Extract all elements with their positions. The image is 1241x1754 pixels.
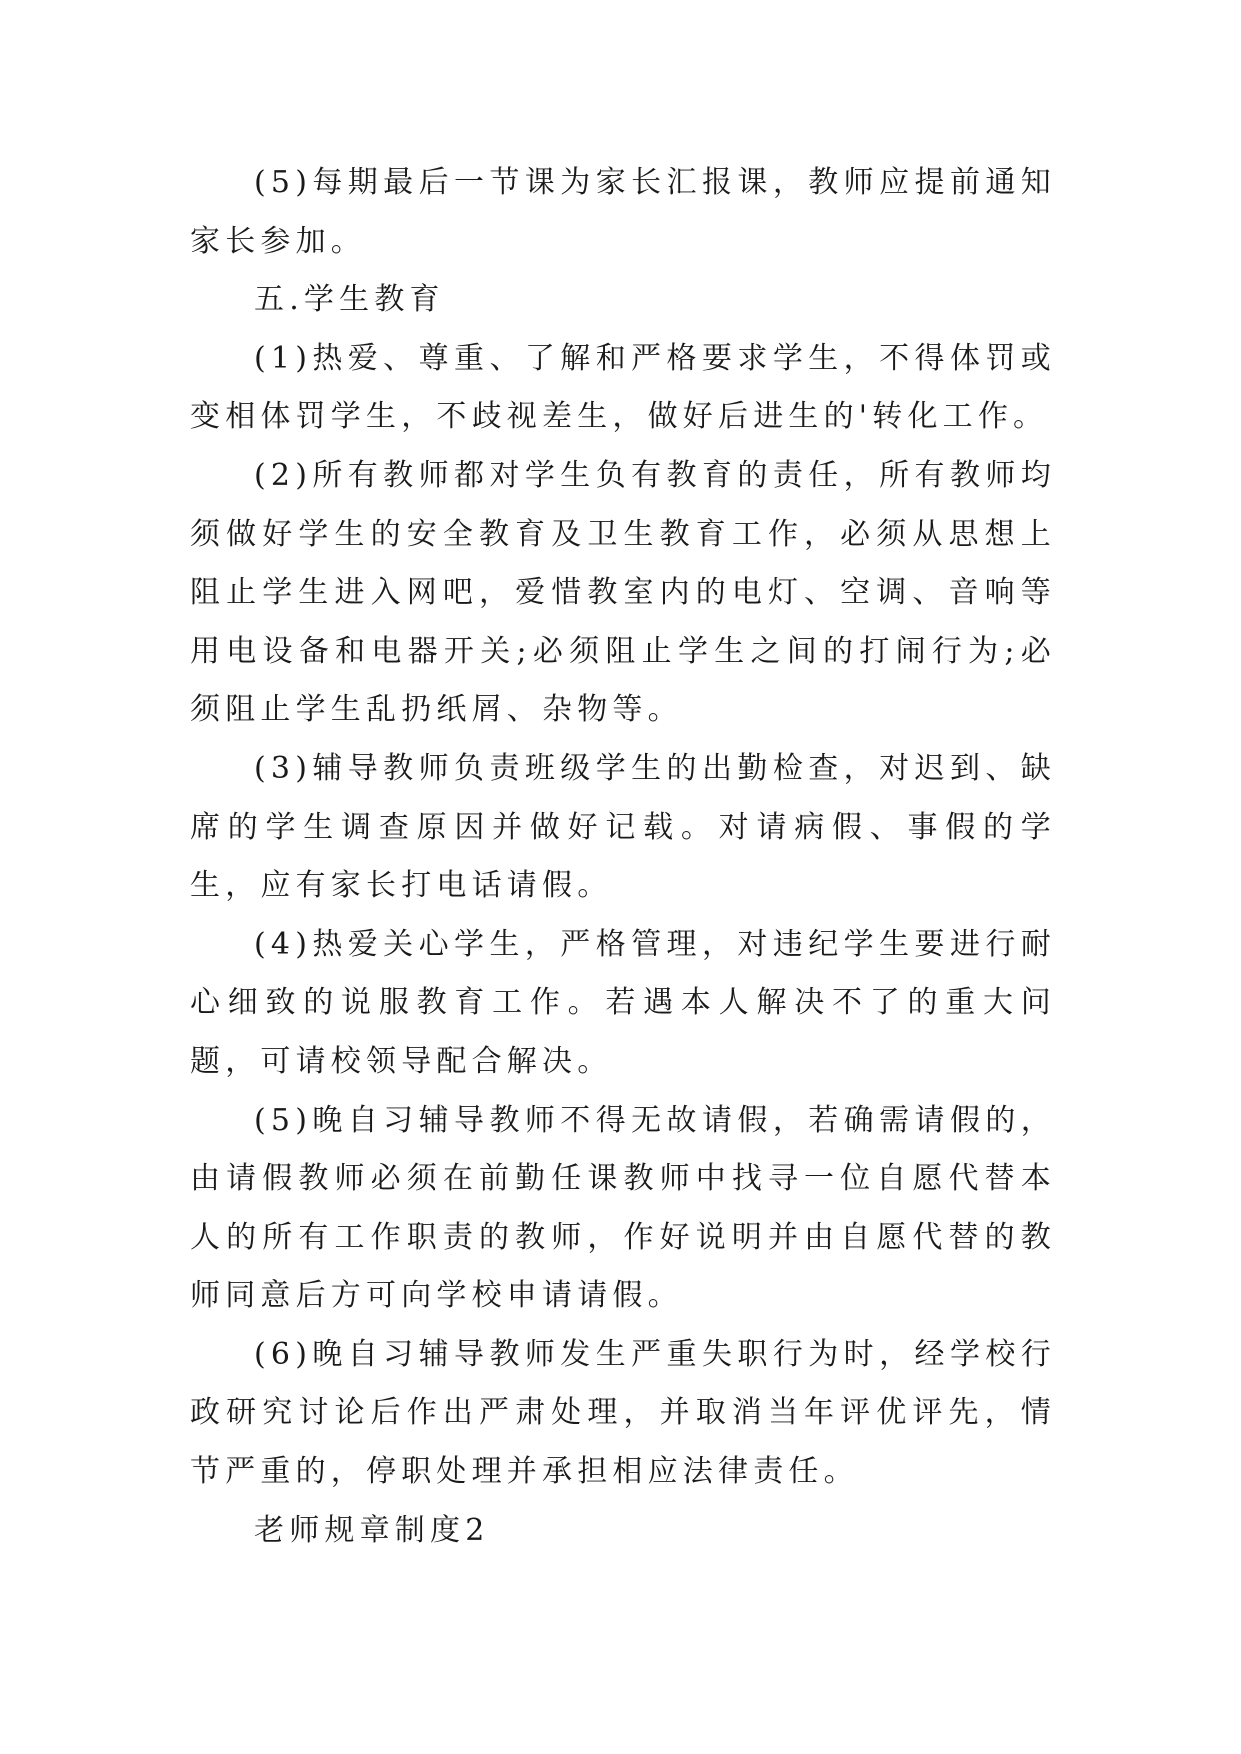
section-heading-regulations-2: 老师规章制度2 bbox=[254, 1512, 490, 1548]
paragraph-item-6-dereliction: (6)晚自习辅导教师发生严重失职行为时，经学校行政研究讨论后作出严肃处理，并取消当年评优评先，情节严重的，停职处理并承担相应法律责任。 bbox=[190, 1336, 1056, 1490]
paragraph-item-5-parent-report: (5)每期最后一节课为家长汇报课，教师应提前通知家长参加。 bbox=[190, 165, 1056, 259]
paragraph-item-2-safety-education: (2)所有教师都对学生负有教育的责任，所有教师均须做好学生的安全教育及卫生教育工作，必须从思想上阻止学生进入网吧，爱惜教室内的电灯、空调、音响等用电设备和电器开关;必须阻止学生之间的打闹行为;必须阻止学生乱扔纸屑、杂物等。 bbox=[190, 457, 1056, 728]
paragraph-item-3-attendance: (3)辅导教师负责班级学生的出勤检查，对迟到、缺席的学生调查原因并做好记载。对请病假、事假的学生，应有家长打电话请假。 bbox=[190, 750, 1056, 904]
paragraph-item-5-leave-request: (5)晚自习辅导教师不得无故请假，若确需请假的，由请假教师必须在前勤任课教师中找寻一位自愿代替本人的所有工作职责的教师，作好说明并由自愿代替的教师同意后方可向学校申请请假。 bbox=[190, 1102, 1056, 1314]
document-body bbox=[190, 154, 1056, 1560]
paragraph-item-4-discipline: (4)热爱关心学生，严格管理，对违纪学生要进行耐心细致的说服教育工作。若遇本人解决不了的重大问题，可请校领导配合解决。 bbox=[190, 926, 1056, 1079]
paragraph-item-1-respect-students: (1)热爱、尊重、了解和严格要求学生，不得体罚或变相体罚学生，不歧视差生，做好后进生的'转化工作。 bbox=[190, 340, 1056, 435]
section-heading-student-education: 五.学生教育 bbox=[254, 282, 445, 318]
